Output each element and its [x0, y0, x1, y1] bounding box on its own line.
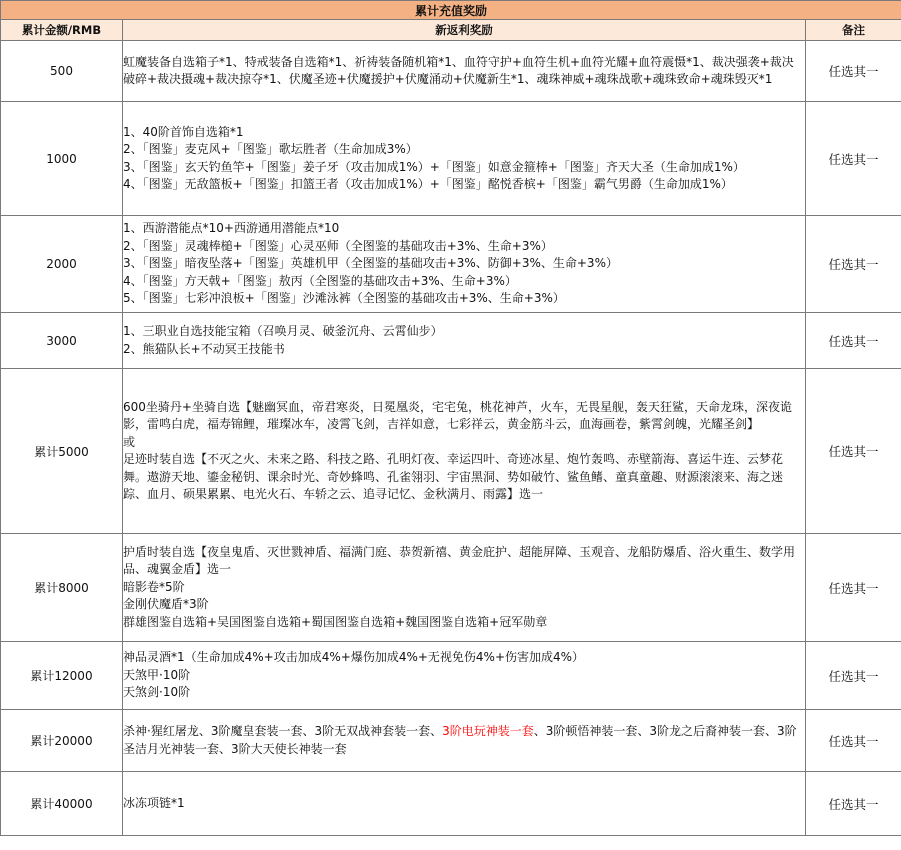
reward-text: 2、「图鉴」灵魂棒槌+「图鉴」心灵巫师（全图鉴的基础攻击+3%、生命+3%）	[123, 238, 553, 253]
table-body	[1, 41, 901, 836]
table-row	[1, 313, 901, 369]
reward-cell	[123, 102, 806, 216]
note-cell: 任选其一	[806, 772, 901, 836]
table-row	[1, 772, 901, 836]
reward-line	[123, 399, 805, 434]
reward-line	[123, 614, 805, 632]
amount-cell: 累计8000	[1, 534, 123, 642]
reward-line	[123, 124, 805, 142]
reward-line	[123, 451, 805, 504]
reward-text: 4、「图鉴」无敌篮板+「图鉴」扣篮王者（攻击加成1%）+「图鉴」酩悦香槟+「图鉴」霸气男爵（生命加成1%）	[123, 177, 733, 191]
header-amount: 累计金额/RMB	[1, 20, 123, 41]
reward-cell	[123, 534, 806, 642]
reward-text: 2、「图鉴」麦克风+「图鉴」歌坛胜者（生命加成3%）	[123, 142, 418, 156]
table-row	[1, 710, 901, 772]
table-row	[1, 102, 901, 216]
header-note: 备注	[806, 20, 901, 41]
reward-text: 600坐骑丹+坐骑自选【魅幽冥血，帝君寒炎，日冕凰炎，宅宅兔，桃花神芦，火车，无畏星舰，轰天狂鲨，天命龙珠，深夜诡影，雷鸣白虎，福寿锦鲤，璀璨冰车，凌霄飞剑，吉祥如意，七彩祥云，黄金筋斗云，血海画卷，紫霄剑魄，光耀圣剑】	[123, 399, 792, 431]
reward-line	[123, 579, 805, 597]
table-row	[1, 41, 901, 102]
reward-line	[123, 596, 805, 614]
table-row	[1, 642, 901, 710]
reward-cell	[123, 772, 806, 836]
note-cell: 任选其一	[806, 534, 901, 642]
reward-line	[123, 159, 805, 177]
reward-line	[123, 255, 805, 273]
table-row	[1, 216, 901, 313]
reward-text: 1、40阶首饰自选箱*1	[123, 124, 244, 139]
reward-text: 2、熊猫队长+不动冥王技能书	[123, 341, 285, 356]
reward-text: 1、三职业自选技能宝箱（召唤月灵、破釜沉舟、云霄仙步）	[123, 324, 443, 338]
reward-text: 3、「图鉴」玄天钓鱼竿+「图鉴」姜子牙（攻击加成1%）+「图鉴」如意金箍棒+「图鉴」齐天大圣（生命加成1%）	[123, 159, 745, 174]
reward-text: 或	[123, 434, 136, 449]
reward-line	[123, 273, 805, 291]
reward-cell	[123, 41, 806, 102]
reward-text: 、3阶顿悟神装一套、3阶龙之后裔神装一套、3阶圣洁月光神装一套、3阶大天使长神装一套	[123, 724, 797, 756]
highlight-text: 3阶电玩神装一套	[442, 724, 534, 738]
reward-text: 5、「图鉴」七彩冲浪板+「图鉴」沙滩泳裤（全图鉴的基础攻击+3%、生命+3%）	[123, 291, 565, 306]
title-row	[1, 1, 901, 20]
note-cell: 任选其一	[806, 710, 901, 772]
reward-line	[123, 434, 805, 452]
reward-line	[123, 54, 805, 89]
reward-line	[123, 667, 805, 685]
note-cell: 任选其一	[806, 642, 901, 710]
reward-line	[123, 323, 805, 341]
reward-text: 3、「图鉴」暗夜坠落+「图鉴」英雄机甲（全图鉴的基础攻击+3%、防御+3%、生命+3%）	[123, 256, 618, 271]
reward-line	[123, 795, 805, 813]
reward-line	[123, 723, 805, 758]
header-reward: 新返利奖励	[123, 20, 806, 41]
reward-cell	[123, 710, 806, 772]
amount-cell: 2000	[1, 216, 123, 313]
reward-text: 群雄图鉴自选箱+吴国图鉴自选箱+蜀国图鉴自选箱+魏国图鉴自选箱+冠军勋章	[123, 614, 548, 629]
reward-line	[123, 290, 805, 308]
amount-cell: 3000	[1, 313, 123, 369]
amount-cell: 累计20000	[1, 710, 123, 772]
note-cell: 任选其一	[806, 102, 901, 216]
amount-cell: 累计12000	[1, 642, 123, 710]
reward-line	[123, 341, 805, 359]
amount-cell: 累计5000	[1, 369, 123, 534]
reward-cell	[123, 369, 806, 534]
amount-cell: 累计40000	[1, 772, 123, 836]
reward-text: 天煞甲·10阶	[123, 667, 191, 682]
reward-line	[123, 238, 805, 256]
note-cell: 任选其一	[806, 216, 901, 313]
reward-text: 1、西游潜能点*10+西游通用潜能点*10	[123, 221, 340, 236]
reward-line	[123, 141, 805, 159]
table-row	[1, 369, 901, 534]
reward-cell	[123, 642, 806, 710]
reward-text: 暗影卷*5阶	[123, 579, 185, 594]
reward-text: 天煞剑·10阶	[123, 685, 191, 700]
header-row	[1, 20, 901, 41]
reward-cell	[123, 216, 806, 313]
reward-text: 冰冻项链*1	[123, 795, 185, 810]
reward-text: 足迹时装自选【不灭之火、未来之路、科技之路、孔明灯夜、幸运四叶、奇迹冰星、炮竹轰鸣、赤壁箭海、喜运牛连、云梦花舞。遨游天地、鎏金秘钥、课余时光、奇妙蜂鸣、孔雀翎羽、宇宙黑洞、势如破竹、鲨鱼鳍、童真童趣、财源滚滚来、海之迷踪、血月、硕果累累、电光火石、车轿之云、追寻记忆、金秋满月、雨露】选一	[123, 452, 784, 501]
note-cell: 任选其一	[806, 369, 901, 534]
reward-text: 虹魔装备自选箱子*1、特戒装备自选箱*1、祈祷装备随机箱*1、血符守护+血符生机+血符光耀+血符震慑*1、裁决强袭+裁决破碎+裁决摄魂+裁决掠夺*1、伏魔圣迹+伏魔援护+伏魔涌动+伏魔新生*1、魂珠神威+魂珠战歌+魂珠致命+魂珠毁灭*1	[123, 54, 794, 86]
reward-line	[123, 220, 805, 238]
table-title: 累计充值奖励	[1, 1, 901, 20]
reward-line	[123, 649, 805, 667]
reward-cell	[123, 313, 806, 369]
amount-cell: 500	[1, 41, 123, 102]
table-row	[1, 534, 901, 642]
reward-text: 金刚伏魔盾*3阶	[123, 597, 209, 612]
reward-text: 神品灵酒*1（生命加成4%+攻击加成4%+爆伤加成4%+无视免伤4%+伤害加成4%）	[123, 650, 585, 665]
reward-text: 护盾时装自选【夜皇鬼盾、灭世戮神盾、福满门庭、恭贺新禧、黄金庇护、超能屏障、玉观音、龙船防爆盾、浴火重生、数学用品、魂翼金盾】选一	[123, 544, 796, 577]
reward-line	[123, 684, 805, 702]
amount-cell: 1000	[1, 102, 123, 216]
reward-text: 4、「图鉴」方天戟+「图鉴」敖丙（全图鉴的基础攻击+3%、生命+3%）	[123, 273, 517, 288]
reward-line	[123, 176, 805, 194]
reward-line	[123, 544, 805, 579]
note-cell: 任选其一	[806, 313, 901, 369]
reward-text: 杀神·猩红屠龙、3阶魔皇套装一套、3阶无双战神套装一套、	[123, 724, 443, 738]
note-cell: 任选其一	[806, 41, 901, 102]
